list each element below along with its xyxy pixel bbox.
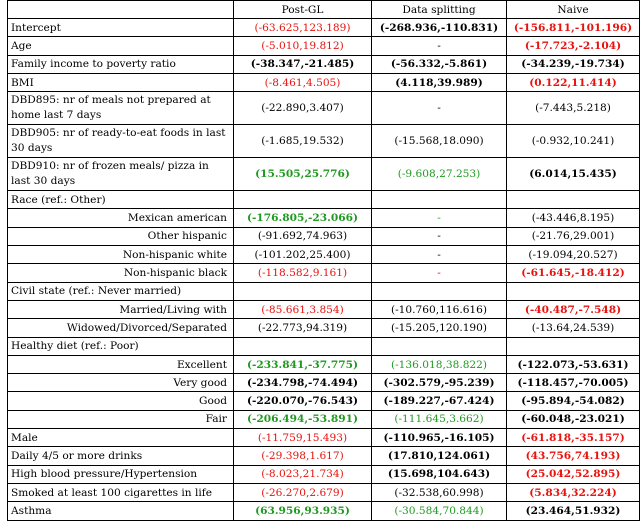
cell-post-gl: (-5.010,19.812) <box>234 37 372 55</box>
cell-post-gl: (-206.494,-53.891) <box>234 410 372 428</box>
cell-data-splitting: - <box>372 37 507 55</box>
cell-naive: (43.756,74.193) <box>507 447 640 465</box>
cell-post-gl: (-176.805,-23.066) <box>234 209 372 227</box>
cell-naive: (5.834,32.224) <box>507 483 640 501</box>
cell-naive: (-156.811,-101.196) <box>507 19 640 37</box>
cell-naive <box>507 337 640 355</box>
row-label: Other hispanic <box>8 227 234 245</box>
table-row <box>8 37 640 55</box>
row-label: Mexican american <box>8 209 234 227</box>
table-row <box>8 227 640 245</box>
results-table-container <box>7 0 639 521</box>
cell-post-gl: (-91.692,74.963) <box>234 227 372 245</box>
cell-naive: (-7.443,5.218) <box>507 92 640 125</box>
table-row <box>8 502 640 520</box>
row-label: Fair <box>8 410 234 428</box>
cell-naive <box>507 282 640 300</box>
table-row <box>8 374 640 392</box>
table-row <box>8 209 640 227</box>
cell-data-splitting <box>372 282 507 300</box>
cell-data-splitting: (-302.579,-95.239) <box>372 374 507 392</box>
table-row <box>8 125 640 158</box>
cell-naive: (-21.76,29.001) <box>507 227 640 245</box>
cell-data-splitting: (-30.584,70.844) <box>372 502 507 520</box>
cell-data-splitting: (4.118,39.989) <box>372 73 507 91</box>
cell-post-gl: (-85.661,3.854) <box>234 300 372 318</box>
cell-data-splitting: (-15.568,18.090) <box>372 125 507 158</box>
cell-post-gl: (-22.890,3.407) <box>234 92 372 125</box>
cell-post-gl: (-38.347,-21.485) <box>234 55 372 73</box>
table-row <box>8 447 640 465</box>
table-row <box>8 264 640 282</box>
cell-post-gl <box>234 337 372 355</box>
cell-post-gl: (-234.798,-74.494) <box>234 374 372 392</box>
cell-post-gl: (15.505,25.776) <box>234 158 372 191</box>
row-label: Race (ref.: Other) <box>8 191 234 209</box>
cell-data-splitting: - <box>372 246 507 264</box>
row-label: Widowed/Divorced/Separated <box>8 319 234 337</box>
cell-naive: (-61.645,-18.412) <box>507 264 640 282</box>
cell-naive: (-61.818,-35.157) <box>507 429 640 447</box>
row-label: Civil state (ref.: Never married) <box>8 282 234 300</box>
cell-post-gl: (-8.461,4.505) <box>234 73 372 91</box>
table-row <box>8 55 640 73</box>
cell-post-gl: (-22.773,94.319) <box>234 319 372 337</box>
table-row <box>8 410 640 428</box>
table-row <box>8 92 640 125</box>
cell-data-splitting: (-9.608,27.253) <box>372 158 507 191</box>
row-label: Intercept <box>8 19 234 37</box>
row-label: Age <box>8 37 234 55</box>
cell-naive: (-40.487,-7.548) <box>507 300 640 318</box>
confidence-interval-table <box>7 0 640 521</box>
table-row <box>8 355 640 373</box>
cell-data-splitting: - <box>372 209 507 227</box>
row-label: DBD895: nr of meals not prepared at home last 7 days <box>8 92 234 125</box>
cell-data-splitting: (-10.760,116.616) <box>372 300 507 318</box>
table-row <box>8 300 640 318</box>
table-row <box>8 282 640 300</box>
table-row <box>8 191 640 209</box>
cell-naive: (-34.239,-19.734) <box>507 55 640 73</box>
cell-data-splitting: (-136.018,38.822) <box>372 355 507 373</box>
cell-data-splitting: - <box>372 227 507 245</box>
header-naive: Naive <box>507 1 640 19</box>
cell-data-splitting: (-110.965,-16.105) <box>372 429 507 447</box>
cell-data-splitting: (17.810,124.061) <box>372 447 507 465</box>
table-body <box>8 19 640 521</box>
cell-post-gl: (-63.625,123.189) <box>234 19 372 37</box>
cell-post-gl: (-29.398,1.617) <box>234 447 372 465</box>
cell-data-splitting: (-15.205,120.190) <box>372 319 507 337</box>
cell-post-gl: (-8.023,21.734) <box>234 465 372 483</box>
row-label: BMI <box>8 73 234 91</box>
cell-naive: (-19.094,20.527) <box>507 246 640 264</box>
row-label: Male <box>8 429 234 447</box>
cell-naive: (23.464,51.932) <box>507 502 640 520</box>
cell-naive: (-43.446,8.195) <box>507 209 640 227</box>
table-row <box>8 73 640 91</box>
table-row <box>8 246 640 264</box>
cell-data-splitting: - <box>372 92 507 125</box>
cell-post-gl: (-233.841,-37.775) <box>234 355 372 373</box>
cell-post-gl <box>234 191 372 209</box>
table-row <box>8 465 640 483</box>
row-label: Healthy diet (ref.: Poor) <box>8 337 234 355</box>
row-label: Asthma <box>8 502 234 520</box>
row-label: Daily 4/5 or more drinks <box>8 447 234 465</box>
row-label: Married/Living with <box>8 300 234 318</box>
cell-naive: (-0.932,10.241) <box>507 125 640 158</box>
cell-naive: (6.014,15.435) <box>507 158 640 191</box>
row-label: Non-hispanic white <box>8 246 234 264</box>
cell-data-splitting: (-268.936,-110.831) <box>372 19 507 37</box>
cell-naive: (-17.723,-2.104) <box>507 37 640 55</box>
cell-data-splitting: (-111.645,3.662) <box>372 410 507 428</box>
row-label: Smoked at least 100 cigarettes in life <box>8 483 234 501</box>
row-label: Good <box>8 392 234 410</box>
cell-naive: (-118.457,-70.005) <box>507 374 640 392</box>
table-row <box>8 392 640 410</box>
cell-naive: (-13.64,24.539) <box>507 319 640 337</box>
row-label: Excellent <box>8 355 234 373</box>
cell-data-splitting: - <box>372 264 507 282</box>
cell-naive: (-60.048,-23.021) <box>507 410 640 428</box>
table-row <box>8 483 640 501</box>
row-label: High blood pressure/Hypertension <box>8 465 234 483</box>
cell-data-splitting: (-56.332,-5.861) <box>372 55 507 73</box>
table-row <box>8 429 640 447</box>
cell-post-gl <box>234 282 372 300</box>
table-row <box>8 337 640 355</box>
row-label: DBD905: nr of ready-to-eat foods in last 30 days <box>8 125 234 158</box>
cell-naive: (-95.894,-54.082) <box>507 392 640 410</box>
cell-post-gl: (-26.270,2.679) <box>234 483 372 501</box>
cell-naive: (0.122,11.414) <box>507 73 640 91</box>
header-row <box>8 1 640 19</box>
row-label: Very good <box>8 374 234 392</box>
cell-data-splitting: (15.698,104.643) <box>372 465 507 483</box>
cell-data-splitting <box>372 337 507 355</box>
table-row <box>8 319 640 337</box>
table-row <box>8 158 640 191</box>
cell-data-splitting: (-189.227,-67.424) <box>372 392 507 410</box>
cell-data-splitting: (-32.538,60.998) <box>372 483 507 501</box>
cell-post-gl: (-11.759,15.493) <box>234 429 372 447</box>
cell-naive: (25.042,52.895) <box>507 465 640 483</box>
cell-post-gl: (63.956,93.935) <box>234 502 372 520</box>
cell-post-gl: (-220.070,-76.543) <box>234 392 372 410</box>
header-variable <box>8 1 234 19</box>
cell-post-gl: (-118.582,9.161) <box>234 264 372 282</box>
table-row <box>8 19 640 37</box>
cell-naive <box>507 191 640 209</box>
header-data-splitting: Data splitting <box>372 1 507 19</box>
cell-data-splitting <box>372 191 507 209</box>
cell-post-gl: (-1.685,19.532) <box>234 125 372 158</box>
cell-post-gl: (-101.202,25.400) <box>234 246 372 264</box>
cell-naive: (-122.073,-53.631) <box>507 355 640 373</box>
row-label: Family income to poverty ratio <box>8 55 234 73</box>
row-label: DBD910: nr of frozen meals/ pizza in last 30 days <box>8 158 234 191</box>
header-post-gl: Post-GL <box>234 1 372 19</box>
row-label: Non-hispanic black <box>8 264 234 282</box>
